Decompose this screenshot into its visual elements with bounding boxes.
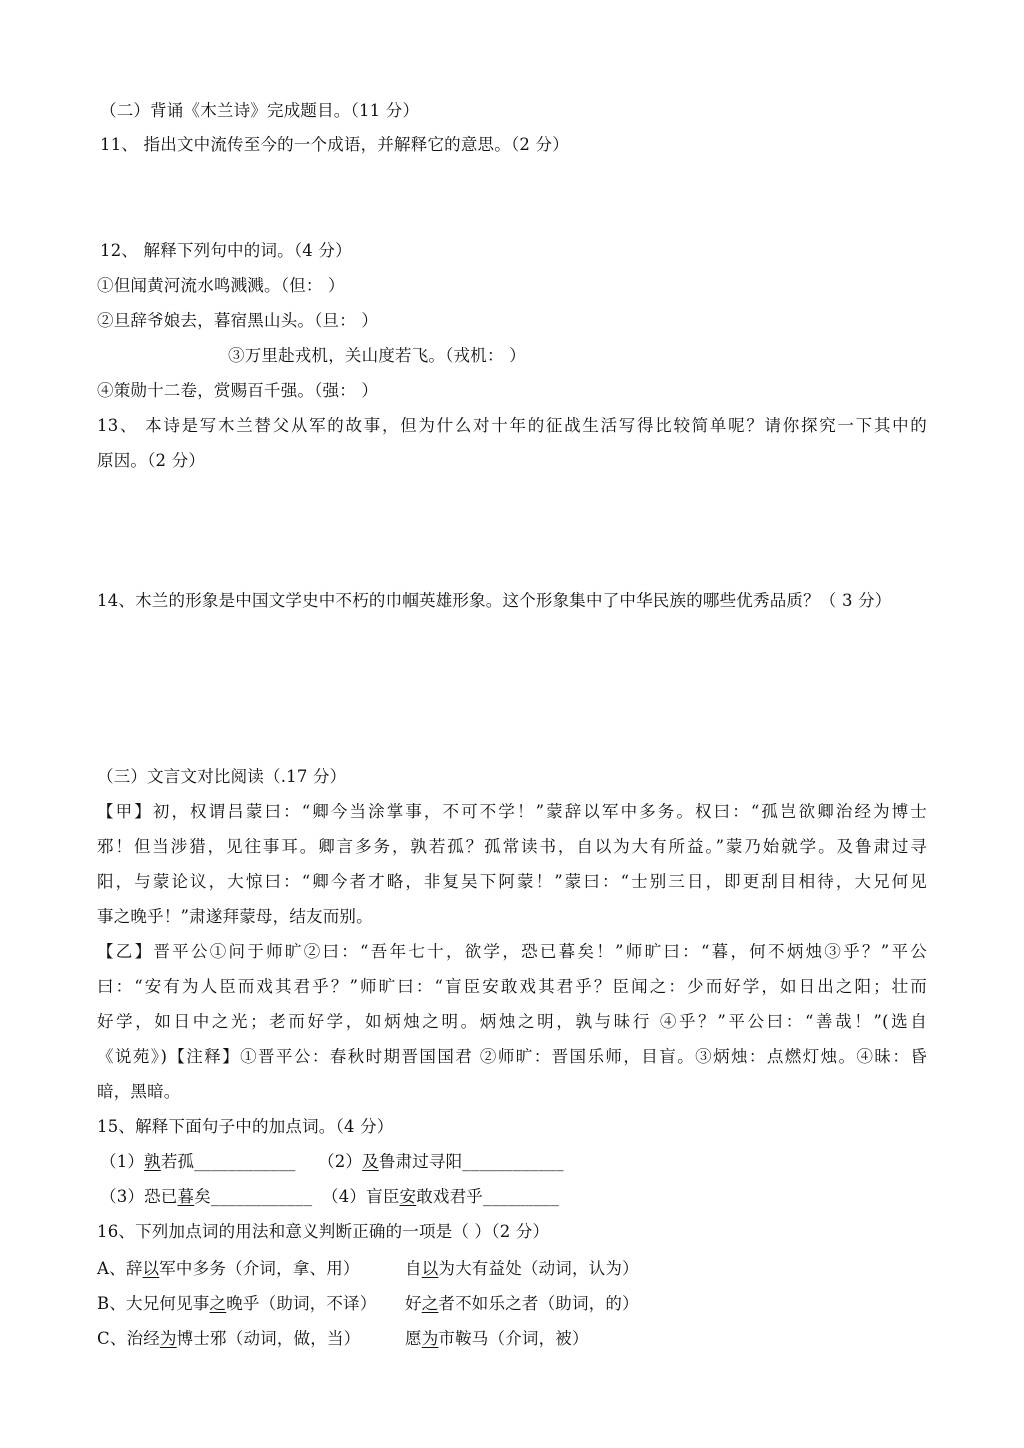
question-15-part-3 (100, 1186, 312, 1208)
question-16-option-c-right (405, 1328, 589, 1350)
passage-yi-line-1: 【乙】晋平公①问于师旷②曰：“吾年七十，欲学，恐已暮矣！”师旷曰：“暮，何不炳烛③乎？”平公 (97, 942, 927, 961)
question-12-item-2: ②旦辞爷娘去，暮宿黑山头。（旦： ） (97, 311, 379, 330)
question-15-part-4-text: 敢戏君乎_________ (416, 1187, 560, 1206)
passage-yi-line-5: 暗，黑暗。 (97, 1082, 181, 1101)
option-a-right-key: 以 (421, 1259, 439, 1278)
section-3-heading: （三）文言文对比阅读（.17 分） (97, 767, 347, 786)
question-12-item-3: ③万里赴戎机，关山度若飞。（戎机： ） (228, 346, 526, 365)
question-16-option-b-right (405, 1293, 639, 1315)
question-15-part-2-text: 鲁肃过寻阳____________ (378, 1152, 564, 1171)
option-b-right-key: 之 (421, 1294, 439, 1313)
option-c-right-post: 市鞍马（介词，被） (438, 1329, 589, 1348)
option-c-left-post: 博士邪（动词，做，当） (176, 1329, 361, 1348)
question-13-line-1: 13、 本诗是写木兰替父从军的故事，但为什么对十年的征战生活写得比较简单呢？请你探究一下其中的 (97, 416, 927, 435)
question-15-key-word-3: 暮 (177, 1187, 195, 1206)
question-12-item-1: ①但闻黄河流水鸣溅溅。（但： ） (97, 276, 345, 295)
question-11: 11、 指出文中流传至今的一个成语，并解释它的意思。（2 分） (100, 135, 569, 154)
question-16-option-a-right (405, 1258, 639, 1280)
question-16-option-c-left (97, 1328, 360, 1350)
option-a-left-post: 军中多务（介词，拿、用） (159, 1259, 360, 1278)
question-12-stem: 12、 解释下列句中的词。（4 分） (100, 241, 352, 260)
passage-jia-line-4: 事之晚乎！”肃遂拜蒙母，结友而别。 (97, 907, 373, 926)
question-15-part-2-label: （2） (318, 1152, 363, 1171)
question-15-part-3-text: 矣____________ (194, 1187, 313, 1206)
question-15-part-1-label: （1） (100, 1152, 145, 1171)
option-c-left-key: 为 (159, 1329, 177, 1348)
option-b-left-pre: B、大兄何见事 (97, 1294, 210, 1313)
question-16-option-a-left (97, 1258, 360, 1280)
question-15-key-word-1: 孰 (144, 1152, 161, 1171)
option-b-left-key: 之 (209, 1294, 227, 1313)
option-b-left-post: 晚乎（助词，不译） (226, 1294, 377, 1313)
question-15-part-1-text: 若孤____________ (160, 1152, 296, 1171)
question-13-line-2: 原因。（2 分） (97, 451, 206, 470)
option-a-left-key: 以 (142, 1259, 160, 1278)
passage-jia-line-3: 阳，与蒙论议，大惊曰：“卿今者才略，非复吴下阿蒙！”蒙曰：“士别三日，即更刮目相待，大兄何见 (97, 872, 927, 891)
question-16-stem: 16、下列加点词的用法和意义判断正确的一项是（ ）（2 分） (97, 1222, 550, 1241)
question-15-part-4-label: （4）盲臣 (322, 1187, 400, 1206)
option-b-right-pre: 好 (405, 1294, 422, 1313)
passage-jia-line-1: 【甲】初，权谓吕蒙曰：“卿今当涂掌事，不可不学！”蒙辞以军中多务。权曰：“孤岂欲卿治经为博士 (97, 802, 927, 821)
option-a-right-pre: 自 (405, 1259, 422, 1278)
question-15-key-word-4: 安 (399, 1187, 417, 1206)
question-14: 14、木兰的形象是中国文学史中不朽的巾帼英雄形象。这个形象集中了中华民族的哪些优秀品质？（ 3 分） (97, 591, 892, 610)
passage-jia-line-2: 邪！但当涉猎，见往事耳。卿言多务，孰若孤？孤常读书，自以为大有所益。”蒙乃始就学。及鲁肃过寻 (97, 837, 927, 856)
option-a-left-pre: A、辞 (97, 1259, 143, 1278)
question-15-stem: 15、解释下面句子中的加点词。（4 分） (97, 1117, 394, 1136)
question-15-part-3-label: （3）恐已 (100, 1187, 178, 1206)
section-2-heading: （二）背诵《木兰诗》完成题目。（11 分） (100, 101, 420, 120)
question-15-key-word-2: 及 (362, 1152, 379, 1171)
option-c-right-key: 为 (421, 1329, 439, 1348)
passage-yi-line-3: 好学，如日中之光；老而好学，如炳烛之明。炳烛之明，孰与昧行 ④乎？”平公曰：“善哉！”(选自 (97, 1012, 927, 1031)
question-15-part-4 (322, 1186, 559, 1208)
question-15-part-1 (100, 1151, 296, 1173)
option-a-right-post: 为大有益处（动词，认为） (438, 1259, 639, 1278)
question-15-part-2 (318, 1151, 564, 1173)
question-12-item-4: ④策勋十二卷，赏赐百千强。（强： ） (97, 381, 379, 400)
passage-yi-line-2: 曰：“安有为人臣而戏其君乎？”师旷曰：“盲臣安敢戏其君乎？臣闻之：少而好学，如日出之阳；壮而 (97, 977, 927, 996)
passage-yi-line-4: 《说苑》)【注释】①晋平公：春秋时期晋国国君 ②师旷：晋国乐师，目盲。③炳烛：点燃灯烛。④昧：昏 (97, 1047, 927, 1066)
option-c-right-pre: 愿 (405, 1329, 422, 1348)
option-b-right-post: 者不如乐之者（助词，的） (438, 1294, 639, 1313)
option-c-left-pre: C、治经 (97, 1329, 160, 1348)
question-16-option-b-left (97, 1293, 377, 1315)
